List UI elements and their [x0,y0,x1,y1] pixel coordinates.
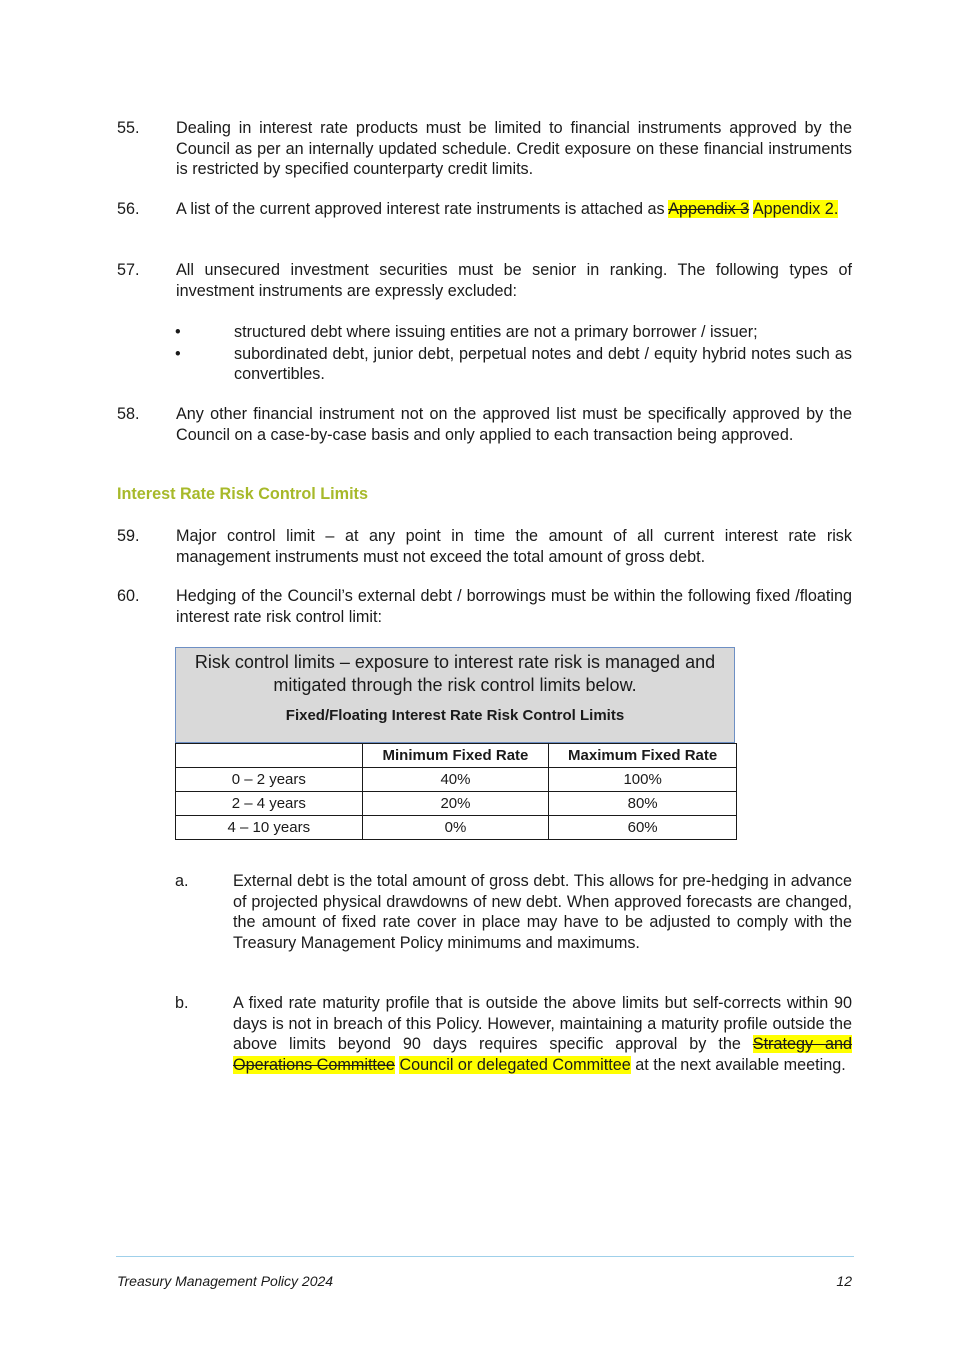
paragraph-text: Any other financial instrument not on the approved list must be specifically approved by the Council on a case-by-case basis and only applied to each transaction being approved. [176,405,852,444]
sub-item-label: b. [175,994,189,1012]
deleted-text: Appendix 3 [668,200,750,218]
paragraph-text [176,199,852,220]
bullet-icon: • [175,323,181,341]
list-item [175,344,852,385]
paragraph-58 [117,404,852,445]
table-row [176,816,737,840]
paragraph-number: 56. [117,200,140,218]
paragraph-text: Hedging of the Council’s external debt / borrowings must be within the following fixed /floating interest rate risk control limit: [176,587,852,626]
paragraph-60 [117,586,852,627]
table-cell: 60% [549,816,737,840]
paragraph-text: Dealing in interest rate products must be limited to financial instruments approved by the Council as per an internally updated schedule. Credit exposure on these financial instruments is restricted by specified counterparty credit limits. [176,119,852,179]
page-number: 12 [836,1273,852,1289]
sub-item-text: External debt is the total amount of gross debt. This allows for pre-hedging in advance of projected physical drawdowns of new debt. When approved forecasts are changed, the amount of fixed rate cover in place may have to be adjusted to comply with the Treasury Management Policy minimums and maximums. [233,872,852,952]
footer-divider [116,1256,854,1257]
table-header-cell: Maximum Fixed Rate [549,744,737,768]
table-header-cell: Minimum Fixed Rate [362,744,549,768]
risk-box-title: Risk control limits – exposure to interest rate risk is managed and mitigated through the risk control limits below. [194,652,716,695]
exclusion-list [175,322,852,386]
list-item-text: structured debt where issuing entities are not a primary borrower / issuer; [234,323,758,341]
table-row [176,768,737,792]
sub-item-label: a. [175,872,189,890]
table-row [176,792,737,816]
paragraph-57 [117,260,852,301]
table-cell: 80% [549,792,737,816]
paragraph-59 [117,526,852,567]
deleted-text: Strategy and Operations Committee [233,1035,852,1074]
paragraph-number: 57. [117,261,140,279]
paragraph-number: 55. [117,119,140,137]
section-heading: Interest Rate Risk Control Limits [117,485,368,503]
table-header-row [176,744,737,768]
paragraph-text-body: A list of the current approved interest rate instruments is attached as [176,200,669,218]
table-cell: 4 – 10 years [176,816,363,840]
paragraph-number: 58. [117,405,140,423]
sub-item-text-tail: at the next available meeting. [630,1055,846,1074]
paragraph-number: 59. [117,527,140,545]
paragraph-text: Major control limit – at any point in time the amount of all current interest rate risk management instruments must not exceed the total amount of gross debt. [176,527,852,566]
table-cell: 2 – 4 years [176,792,363,816]
paragraph-56 [117,199,852,220]
table-cell: 0% [362,816,549,840]
inserted-text: Council or delegated Committee [399,1055,631,1074]
paragraph-text: All unsecured investment securities must be senior in ranking. The following types of investment instruments are expressly excluded: [176,261,852,300]
bullet-icon: • [175,344,181,363]
risk-box-subtitle: Fixed/Floating Interest Rate Risk Control Limits [285,707,625,724]
sub-item-text-body: A fixed rate maturity profile that is outside the above limits but self-corrects within 90 days is not in breach of this Policy. However, maintaining a maturity profile outside the above limits beyond 90 days requires specific approval by the [233,994,852,1054]
sub-item-text [233,993,852,1075]
list-item [175,322,852,343]
inserted-text: Appendix 2. [752,200,839,218]
table-cell: 40% [362,768,549,792]
footer-title: Treasury Management Policy 2024 [117,1273,334,1289]
table-cell: 100% [549,768,737,792]
table-cell: 0 – 2 years [176,768,363,792]
table-cell: 20% [362,792,549,816]
list-item-text: subordinated debt, junior debt, perpetual notes and debt / equity hybrid notes such as convertibles. [234,344,852,384]
risk-limits-table [175,743,737,840]
sub-item-a [175,871,852,953]
paragraph-number: 60. [117,587,140,605]
paragraph-55 [117,118,852,180]
sub-item-b [175,993,852,1075]
risk-control-box [175,647,735,743]
table-header-cell [176,744,363,768]
